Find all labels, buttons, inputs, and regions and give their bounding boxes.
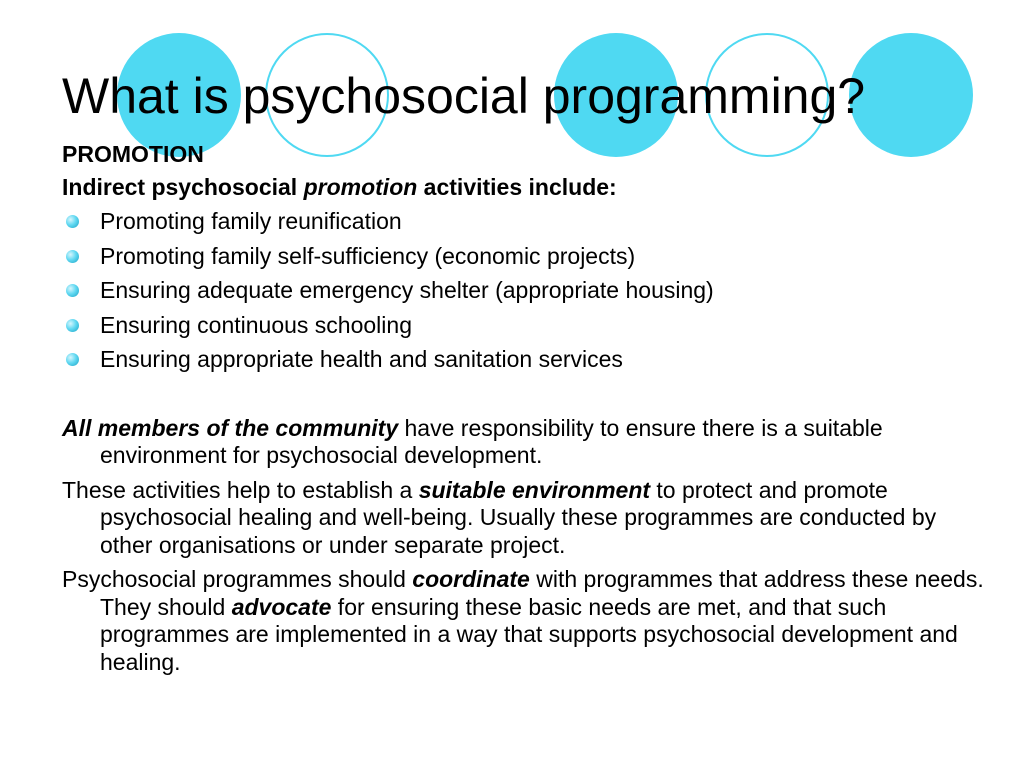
list-item [62, 239, 992, 274]
list-item-text: Promoting family reunification [100, 208, 402, 234]
list-item-text: Ensuring continuous schooling [100, 311, 412, 338]
bullet-icon [66, 215, 79, 228]
community-emphasis: All members of the community [62, 414, 399, 441]
community-paragraph [62, 415, 992, 470]
slide-body [62, 138, 992, 676]
intro-suffix: activities include: [417, 174, 617, 200]
activity-list [62, 204, 992, 377]
list-item-text: Ensuring appropriate health and sanitation services [100, 346, 623, 372]
list-item [62, 204, 992, 239]
coordination-prefix: Psychosocial programmes should [62, 566, 413, 592]
coordinate-emphasis: coordinate [412, 566, 530, 592]
environment-paragraph [62, 477, 992, 560]
coordination-middle: with programmes that address these needs. They should [100, 566, 984, 620]
intro-prefix: Indirect psychosocial [62, 174, 304, 200]
list-item [62, 308, 992, 343]
coordination-rest: for ensuring these basic needs are met, and that such programmes are implemented in a way that supports psychosocial development and healing. [100, 593, 958, 675]
list-item [62, 273, 992, 308]
bullet-icon [66, 353, 79, 366]
environment-emphasis: suitable environment [418, 476, 651, 503]
list-item [62, 342, 992, 377]
advocate-emphasis: advocate [231, 593, 332, 620]
intro-line [62, 170, 992, 204]
intro-emphasis: promotion [303, 174, 418, 200]
environment-prefix: These activities help to establish a [62, 476, 419, 503]
section-label: PROMOTION [62, 141, 204, 167]
environment-rest: to protect and promote psychosocial healing and well-being. Usually these programmes are conducted by other organisations or under separate project. [100, 476, 937, 558]
bullet-icon [66, 319, 79, 332]
list-item-text: Ensuring adequate emergency shelter (appropriate housing) [100, 277, 714, 303]
list-item-text: Promoting family self-sufficiency (economic projects) [100, 242, 636, 269]
coordination-paragraph [62, 566, 992, 676]
slide-title: What is psychosocial programming? [62, 68, 866, 124]
bullet-icon [66, 250, 79, 263]
community-rest: have responsibility to ensure there is a suitable environment for psychosocial development. [100, 414, 883, 468]
bullet-icon [66, 284, 79, 297]
